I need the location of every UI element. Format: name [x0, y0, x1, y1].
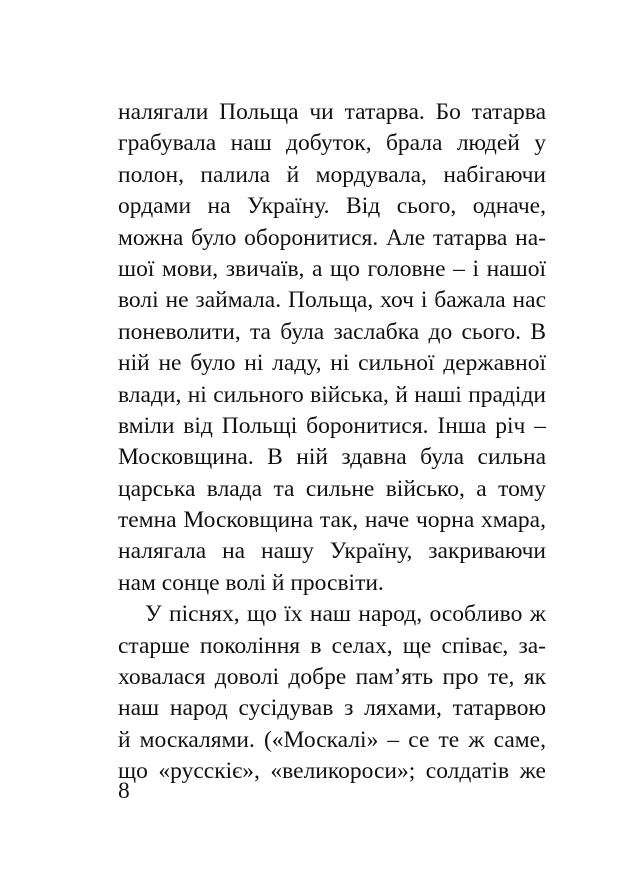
text-line: ній не було ні ладу, ні сильної державної [118, 350, 546, 377]
text-line: поневолити, та була заслабка до сього. В [118, 318, 546, 345]
text-line: налягали Польща чи татарва. Бо татарва [118, 99, 546, 125]
text-line: царська влада та сильне військо, а тому [118, 475, 546, 502]
paragraph-1 [118, 97, 546, 599]
text-line: нам сонце волі й просвіти. [118, 569, 384, 596]
text-line: старше покоління в селах, ще співає, за- [118, 632, 546, 659]
text-line: вміли від Польщі боронитися. Інша річ – [118, 412, 546, 439]
text-line: У піснях, що їх наш народ, особливо ж [145, 601, 546, 628]
paragraph-2 [118, 599, 546, 787]
text-line: ордами на Україну. Від сього, одначе, [118, 193, 546, 220]
text-line: Московщина. В ній здавна була сильна [118, 444, 546, 471]
text-line: шої мови, звичаїв, а що головне – і нашої [118, 255, 546, 282]
text-line: що «русскіє», «великороси»; солдатів же [118, 758, 546, 785]
text-line: полон, палила й мордувала, набігаючи [118, 161, 546, 188]
text-line: наш народ сусідував з ляхами, татарвою [118, 695, 546, 722]
text-line: волі не займала. Польща, хоч і бажала нас [118, 287, 546, 314]
text-line: темна Московщина так, наче чорна хмара, [118, 507, 546, 534]
text-line: ховалася доволі добре пам’ять про те, як [118, 664, 546, 691]
body-text [118, 97, 546, 788]
text-line: грабувала наш добуток, брала людей у [118, 130, 546, 157]
page-number: 8 [118, 778, 130, 804]
text-line: можна було оборонитися. Але татарва на- [118, 224, 546, 251]
text-line: й москалями. («Москалі» – се те ж саме, [118, 726, 546, 753]
text-line: налягала на нашу Україну, закриваючи [118, 538, 546, 565]
text-line: влади, ні сильного війська, й наші прадіди [118, 381, 546, 408]
